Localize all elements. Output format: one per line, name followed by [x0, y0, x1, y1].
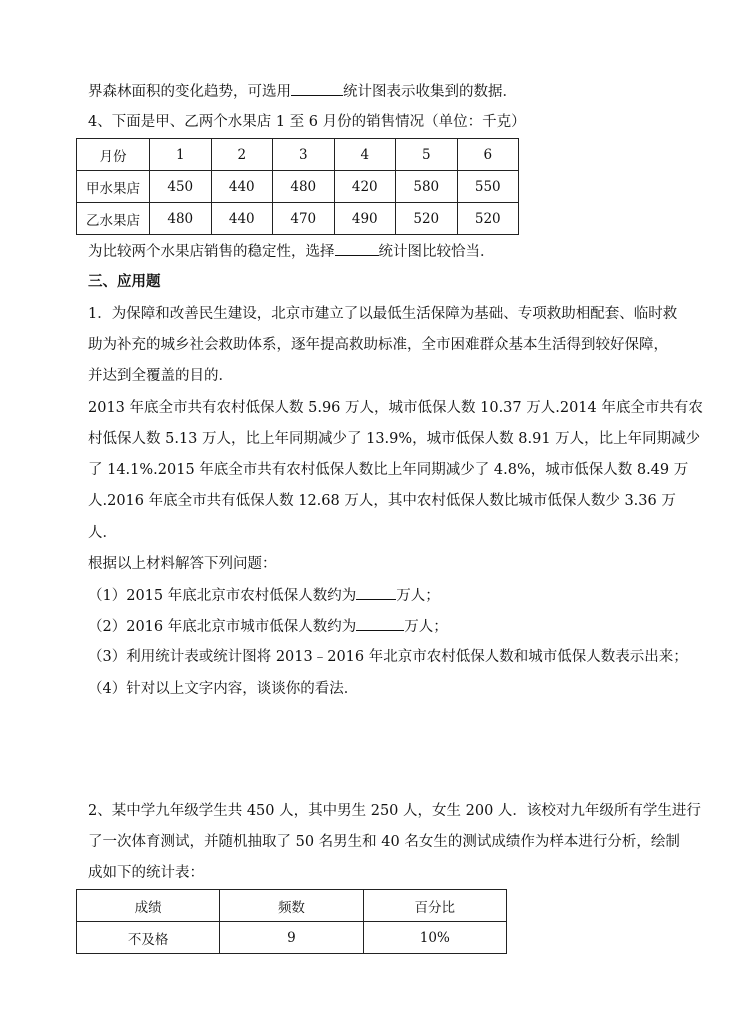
intro-line [88, 81, 517, 102]
table-cell: 470 [273, 203, 335, 235]
table-cell: 520 [396, 203, 458, 235]
subquestion-2-a: （2）2016 年底北京市城市低保人数约为 [88, 619, 357, 635]
answer-blank [356, 616, 404, 631]
q4-followup-b: 统计图比较恰当． [378, 244, 495, 260]
table-row [77, 203, 519, 235]
answer-blank [291, 81, 343, 96]
header-cell: 4 [334, 139, 396, 171]
table-cell: 420 [334, 171, 396, 203]
paragraph-line: 助为补充的城乡社会救助体系，逐年提高救助标准，全市困难群众基本生活得到较好保障， [88, 337, 668, 353]
table-cell: 440 [211, 171, 273, 203]
header-cell: 5 [396, 139, 458, 171]
table-cell: 不及格 [77, 922, 220, 954]
paragraph-line: 1．为保障和改善民生建设，北京市建立了以最低生活保障为基础、专项救助相配套、临时救 [88, 306, 678, 322]
table-header-row [77, 139, 519, 171]
answer-blank [356, 585, 396, 600]
subquestion-4: （4）针对以上文字内容，谈谈你的看法． [88, 681, 359, 697]
paragraph-line: 并达到全覆盖的目的． [88, 368, 233, 384]
paragraph-line: 了一次体育测试，并随机抽取了 50 名男生和 40 名女生的测试成绩作为样本进行分析，绘制 [88, 834, 680, 850]
paragraph-line: 人． [88, 525, 117, 541]
header-cell: 1 [150, 139, 212, 171]
table-header-row [77, 890, 507, 922]
subquestion-2 [88, 616, 448, 637]
header-cell: 频数 [220, 890, 363, 922]
paragraph-line: 2013 年底全市共有农村低保人数 5.96 万人，城市低保人数 10.37 万人.2014 年底全市共有农 [88, 400, 703, 416]
header-cell: 6 [457, 139, 519, 171]
table-row [77, 171, 519, 203]
subquestion-1 [88, 585, 440, 606]
subquestion-1-a: （1）2015 年底北京市农村低保人数约为 [88, 588, 357, 604]
section-heading: 三、应用题 [88, 273, 161, 290]
paragraph-line: 了 14.1%.2015 年底全市共有农村低保人数比上年同期减少了 4.8%，城市低保人数 8.49 万 [88, 462, 689, 478]
prompt-line: 根据以上材料解答下列问题： [88, 556, 277, 572]
table-cell: 440 [211, 203, 273, 235]
q4-followup-a: 为比较两个水果店销售的稳定性，选择 [88, 244, 335, 260]
paragraph-line: 村低保人数 5.13 万人，比上年同期减少了 13.9%，城市低保人数 8.91 万人，比上年同期减少 [88, 431, 701, 447]
score-table [76, 889, 507, 954]
q4-title: 4、下面是甲、乙两个水果店 1 至 6 月份的销售情况（单位：千克） [88, 114, 526, 130]
table-cell: 480 [150, 203, 212, 235]
header-cell: 成绩 [77, 890, 220, 922]
header-cell: 月份 [77, 139, 150, 171]
table-cell: 580 [396, 171, 458, 203]
table-cell: 490 [334, 203, 396, 235]
paragraph-line: 成如下的统计表： [88, 865, 204, 881]
paragraph-line: 人.2016 年底全市共有低保人数 12.68 万人，其中农村低保人数比城市低保人数少 3.36 万 [88, 493, 676, 509]
header-cell: 2 [211, 139, 273, 171]
table-cell: 450 [150, 171, 212, 203]
subquestion-3: （3）利用统计表或统计图将 2013﹣2016 年北京市农村低保人数和城市低保人数表示出来； [88, 649, 688, 665]
paragraph-line: 2、某中学九年级学生共 450 人，其中男生 250 人，女生 200 人．该校对九年级所有学生进行 [88, 803, 701, 819]
header-cell: 3 [273, 139, 335, 171]
header-cell: 百分比 [363, 890, 506, 922]
row-label-cell: 甲水果店 [77, 171, 150, 203]
table-cell: 550 [457, 171, 519, 203]
table-row [77, 922, 507, 954]
intro-text-a: 界森林面积的变化趋势，可选用 [88, 84, 291, 100]
subquestion-2-b: 万人； [404, 619, 448, 635]
answer-blank [335, 241, 379, 256]
table-cell: 480 [273, 171, 335, 203]
q4-followup [88, 241, 495, 262]
table-cell: 520 [457, 203, 519, 235]
row-label-cell: 乙水果店 [77, 203, 150, 235]
intro-text-b: 统计图表示收集到的数据． [343, 84, 517, 100]
table-cell: 10% [363, 922, 506, 954]
subquestion-1-b: 万人； [396, 588, 440, 604]
sales-table [76, 138, 519, 235]
table-cell: 9 [220, 922, 363, 954]
